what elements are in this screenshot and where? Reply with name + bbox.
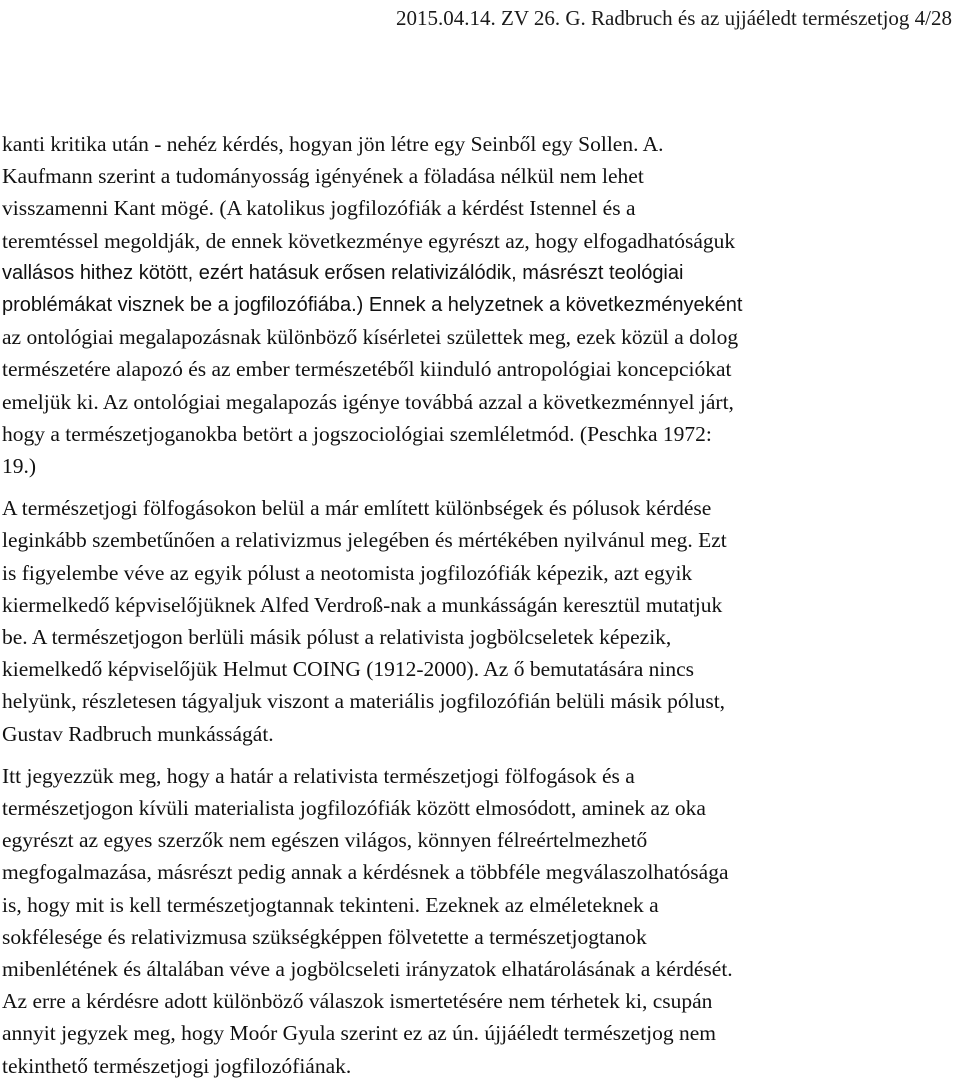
text-line: hogy a természetjoganokba betört a jogszociológiai szemléletmód. (Peschka 1972: (2, 421, 712, 446)
paragraph-2 (2, 492, 956, 750)
text-line: Gustav Radbruch munkásságát. (2, 721, 274, 746)
paragraph-1 (2, 128, 956, 482)
text-line: leginkább szembetűnően a relativizmus jelegében és mértékében nyilvánul meg. Ezt (2, 528, 727, 553)
text-line: annyit jegyzek meg, hogy Moór Gyula szerint ez az ún. újjáéledt természetjog nem (2, 1021, 717, 1046)
text-line: tekinthető természetjogi jogfilozófiának. (2, 1053, 352, 1078)
text-line: visszamenni Kant mögé. (A katolikus jogfilozófiák a kérdést Istennel és a (2, 196, 636, 221)
text-line: természetére alapozó és az ember természetéből kiinduló antropológiai koncepciókat (2, 357, 732, 382)
body-text (2, 128, 956, 1082)
text-line: mibenlétének és általában véve a jogbölcseleti irányzatok elhatárolásának a kérdését. (2, 957, 733, 982)
running-header: 2015.04.14. ZV 26. G. Radbruch és az ujjáéledt természetjog 4/28 (396, 6, 952, 30)
text-line: is, hogy mit is kell természetjogtannak tekinteni. Ezeknek az elméleteknek a (2, 892, 659, 917)
text-line: sokfélesége és relativizmusa szükségképpen fölvetette a természetjogtanok (2, 924, 647, 949)
text-line: emeljük ki. Az ontológiai megalapozás igénye továbbá azzal a következménnyel járt, (2, 389, 734, 414)
text-line: természetjogon kívüli materialista jogfilozófiák között elmosódott, aminek az oka (2, 796, 706, 821)
text-line: megfogalmazása, másrészt pedig annak a kérdésnek a többféle megválaszolhatósága (2, 860, 729, 885)
text-line: problémákat visznek be a jogfilozófiába.) Ennek a helyzetnek a következményeként (2, 294, 743, 317)
text-line: Kaufmann szerint a tudományosság igényének a föladása nélkül nem lehet (2, 164, 644, 189)
text-line: helyünk, részletesen tágyaljuk viszont a materiális jogfilozófián belüli másik pólust, (2, 689, 726, 714)
text-line: is figyelembe véve az egyik pólust a neotomista jogfilozófiák képezik, azt egyik (2, 560, 693, 585)
paragraph-3 (2, 760, 956, 1082)
text-line: Itt jegyezzük meg, hogy a határ a relativista természetjogi fölfogások és a (2, 763, 635, 788)
text-line: az ontológiai megalapozásnak különböző kísérletei születtek meg, ezek közül a dolog (2, 325, 739, 350)
text-line: be. A természetjogon berlüli másik pólust a relativista jogbölcseletek képezik, (2, 625, 672, 650)
text-line: kanti kritika után - nehéz kérdés, hogyan jön létre egy Seinből egy Sollen. A. (2, 132, 664, 156)
text-line: vallásos hithez kötött, ezért hatásuk erősen relativizálódik, másrészt teológiai (2, 261, 684, 284)
text-line: 19.) (2, 454, 37, 479)
text-line: Az erre a kérdésre adott különböző válaszok ismertetésére nem térhetek ki, csupán (2, 989, 713, 1014)
text-line: kiermelkedő képviselőjüknek Alfed Verdroß-nak a munkásságán keresztül mutatjuk (2, 592, 723, 617)
text-line: teremtéssel megoldják, de ennek következménye egyrészt az, hogy elfogadhatóságuk (2, 228, 736, 253)
text-line: kiemelkedő képviselőjük Helmut COING (1912-2000). Az ő bemutatására nincs (2, 657, 695, 682)
text-line: egyrészt az egyes szerzők nem egészen világos, könnyen félreértelmezhető (2, 828, 648, 853)
text-line: A természetjogi fölfogásokon belül a már említett különbségek és pólusok kérdése (2, 496, 712, 521)
